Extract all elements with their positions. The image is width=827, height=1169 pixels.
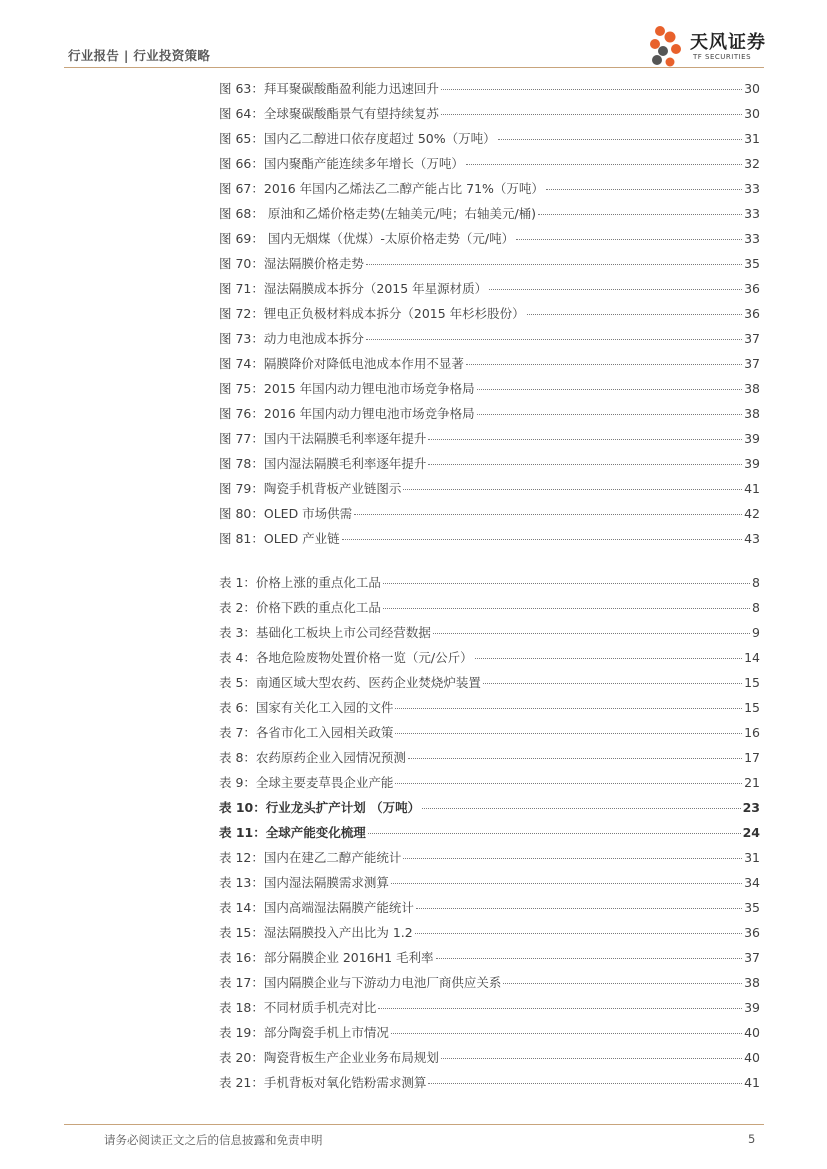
dot-leader <box>433 633 750 634</box>
entry-label: 表 11：全球产能变化梳理 <box>219 825 366 840</box>
dot-leader <box>428 1083 742 1084</box>
dot-leader <box>546 189 742 190</box>
entry-label: 图 71：湿法隔膜成本拆分（2015 年星源材质） <box>219 281 488 296</box>
entry-label: 表 7：各省市化工入园相关政策 <box>219 725 394 740</box>
page-header <box>0 0 827 78</box>
entry-label: 表 4：各地危险废物处置价格一览（元/公斤） <box>219 650 473 665</box>
dot-leader <box>415 933 742 934</box>
entry-label: 表 9：全球主要麦草畏企业产能 <box>219 775 394 790</box>
entry-page-number: 41 <box>744 481 760 496</box>
dot-leader <box>538 214 742 215</box>
dot-leader <box>475 658 742 659</box>
table-entry[interactable] <box>219 798 760 823</box>
dot-leader <box>441 1058 742 1059</box>
header-divider <box>64 67 764 68</box>
report-category: 行业报告 | 行业投资策略 <box>68 48 211 63</box>
entry-page-number: 31 <box>744 850 760 865</box>
entry-label: 图 66：国内聚酯产能连续多年增长（万吨） <box>219 156 464 171</box>
figure-entry[interactable] <box>219 154 760 179</box>
entry-label: 图 72：锂电正负极材料成本拆分（2015 年杉杉股份） <box>219 306 525 321</box>
dot-leader <box>516 239 742 240</box>
table-entry[interactable] <box>219 923 760 948</box>
entry-page-number: 38 <box>744 381 760 396</box>
figure-entry[interactable] <box>219 379 760 404</box>
entry-page-number: 37 <box>744 950 760 965</box>
figure-entry[interactable] <box>219 529 760 554</box>
table-entry[interactable] <box>219 698 760 723</box>
entry-page-number: 30 <box>744 106 760 121</box>
entry-page-number: 40 <box>744 1025 760 1040</box>
entry-label: 表 14：国内高端湿法隔膜产能统计 <box>219 900 414 915</box>
entry-page-number: 14 <box>744 650 760 665</box>
dot-leader <box>527 314 742 315</box>
entry-label: 表 21：手机背板对氧化锆粉需求测算 <box>219 1075 427 1090</box>
figure-entry[interactable] <box>219 279 760 304</box>
entry-page-number: 34 <box>744 875 760 890</box>
dot-leader <box>395 783 742 784</box>
dot-leader <box>366 339 742 340</box>
figure-entry[interactable] <box>219 479 760 504</box>
flower-logo-icon <box>646 20 690 70</box>
dot-leader <box>428 439 742 440</box>
figure-entry[interactable] <box>219 429 760 454</box>
entry-page-number: 8 <box>752 600 760 615</box>
table-entry[interactable] <box>219 848 760 873</box>
dot-leader <box>403 489 742 490</box>
entry-label: 图 77：国内干法隔膜毛利率逐年提升 <box>219 431 427 446</box>
entry-label: 表 17：国内隔膜企业与下游动力电池厂商供应关系 <box>219 975 502 990</box>
entry-label: 图 80：OLED 市场供需 <box>219 506 353 521</box>
entry-label: 表 1：价格上涨的重点化工品 <box>219 575 381 590</box>
figure-list <box>219 79 760 554</box>
dot-leader <box>441 89 742 90</box>
figure-entry[interactable] <box>219 179 760 204</box>
entry-label: 表 10：行业龙头扩产计划 （万吨） <box>219 800 421 815</box>
figure-entry[interactable] <box>219 79 760 104</box>
dot-leader <box>477 414 742 415</box>
dot-leader <box>483 683 742 684</box>
entry-label: 图 75：2015 年国内动力锂电池市场竞争格局 <box>219 381 475 396</box>
table-entry[interactable] <box>219 823 760 848</box>
dot-leader <box>383 608 750 609</box>
entry-page-number: 42 <box>744 506 760 521</box>
table-entry[interactable] <box>219 973 760 998</box>
dot-leader <box>408 758 742 759</box>
entry-page-number: 15 <box>744 700 760 715</box>
entry-page-number: 17 <box>744 750 760 765</box>
entry-page-number: 33 <box>744 181 760 196</box>
entry-page-number: 24 <box>742 825 760 840</box>
table-entry[interactable] <box>219 898 760 923</box>
entry-label: 图 63：拜耳聚碳酸酯盈利能力迅速回升 <box>219 81 439 96</box>
dot-leader <box>441 114 742 115</box>
entry-label: 表 15：湿法隔膜投入产出比为 1.2 <box>219 925 413 940</box>
entry-label: 图 64：全球聚碳酸酯景气有望持续复苏 <box>219 106 439 121</box>
figure-entry[interactable] <box>219 129 760 154</box>
dot-leader <box>422 808 740 809</box>
entry-page-number: 43 <box>744 531 760 546</box>
figure-entry[interactable] <box>219 304 760 329</box>
entry-page-number: 40 <box>744 1050 760 1065</box>
entry-page-number: 36 <box>744 306 760 321</box>
entry-page-number: 35 <box>744 256 760 271</box>
dot-leader <box>477 389 742 390</box>
entry-label: 图 81：OLED 产业链 <box>219 531 340 546</box>
entry-page-number: 30 <box>744 81 760 96</box>
entry-label: 表 13：国内湿法隔膜需求测算 <box>219 875 389 890</box>
entry-label: 图 76：2016 年国内动力锂电池市场竞争格局 <box>219 406 475 421</box>
dot-leader <box>403 858 742 859</box>
dot-leader <box>436 958 743 959</box>
entry-page-number: 35 <box>744 900 760 915</box>
entry-page-number: 23 <box>742 800 760 815</box>
table-entry[interactable] <box>219 1048 760 1073</box>
dot-leader <box>428 464 742 465</box>
entry-label: 图 73：动力电池成本拆分 <box>219 331 364 346</box>
table-of-contents <box>219 79 760 1098</box>
dot-leader <box>378 1008 742 1009</box>
dot-leader <box>503 983 742 984</box>
logo-chinese-name: 天风证券 <box>690 32 766 53</box>
disclaimer-notice: 请务必阅读正文之后的信息披露和免责申明 <box>104 1133 323 1147</box>
entry-label: 表 20：陶瓷背板生产企业业务布局规划 <box>219 1050 439 1065</box>
figure-entry[interactable] <box>219 254 760 279</box>
logo-english-name: TF SECURITIES <box>693 53 752 61</box>
entry-label: 表 16：部分隔膜企业 2016H1 毛利率 <box>219 950 434 965</box>
entry-label: 表 3：基础化工板块上市公司经营数据 <box>219 625 431 640</box>
entry-page-number: 37 <box>744 356 760 371</box>
dot-leader <box>391 883 742 884</box>
entry-page-number: 36 <box>744 925 760 940</box>
figure-entry[interactable] <box>219 104 760 129</box>
dot-leader <box>498 139 742 140</box>
dot-leader <box>342 539 742 540</box>
entry-label: 表 5：南通区域大型农药、医药企业焚烧炉装置 <box>219 675 481 690</box>
section-gap <box>219 554 760 573</box>
entry-page-number: 39 <box>744 456 760 471</box>
table-entry[interactable] <box>219 873 760 898</box>
entry-label: 图 78：国内湿法隔膜毛利率逐年提升 <box>219 456 427 471</box>
dot-leader <box>368 833 741 834</box>
entry-label: 图 74：隔膜降价对降低电池成本作用不显著 <box>219 356 464 371</box>
entry-label: 图 65：国内乙二醇进口依存度超过 50%（万吨） <box>219 131 496 146</box>
dot-leader <box>489 289 742 290</box>
entry-page-number: 8 <box>752 575 760 590</box>
figure-entry[interactable] <box>219 454 760 479</box>
entry-page-number: 32 <box>744 156 760 171</box>
table-entry[interactable] <box>219 648 760 673</box>
entry-label: 表 6：国家有关化工入园的文件 <box>219 700 394 715</box>
table-entry[interactable] <box>219 1073 760 1098</box>
figure-entry[interactable] <box>219 354 760 379</box>
dot-leader <box>391 1033 742 1034</box>
dot-leader <box>466 164 742 165</box>
dot-leader <box>466 364 742 365</box>
table-list <box>219 573 760 1098</box>
entry-page-number: 15 <box>744 675 760 690</box>
entry-page-number: 33 <box>744 231 760 246</box>
dot-leader <box>416 908 742 909</box>
entry-label: 表 12：国内在建乙二醇产能统计 <box>219 850 402 865</box>
figure-entry[interactable] <box>219 204 760 229</box>
entry-page-number: 38 <box>744 406 760 421</box>
entry-label: 图 79：陶瓷手机背板产业链图示 <box>219 481 402 496</box>
dot-leader <box>383 583 750 584</box>
entry-label: 表 8：农药原药企业入园情况预测 <box>219 750 406 765</box>
figure-entry[interactable] <box>219 504 760 529</box>
entry-page-number: 9 <box>752 625 760 640</box>
table-entry[interactable] <box>219 573 760 598</box>
table-entry[interactable] <box>219 623 760 648</box>
entry-page-number: 39 <box>744 431 760 446</box>
entry-label: 图 69： 国内无烟煤（优煤）-太原价格走势（元/吨） <box>219 231 515 246</box>
entry-label: 图 68： 原油和乙烯价格走势(左轴美元/吨；右轴美元/桶) <box>219 206 537 221</box>
entry-page-number: 38 <box>744 975 760 990</box>
entry-page-number: 39 <box>744 1000 760 1015</box>
entry-page-number: 37 <box>744 331 760 346</box>
entry-page-number: 21 <box>744 775 760 790</box>
table-entry[interactable] <box>219 598 760 623</box>
table-entry[interactable] <box>219 673 760 698</box>
table-entry[interactable] <box>219 773 760 798</box>
entry-page-number: 31 <box>744 131 760 146</box>
table-entry[interactable] <box>219 948 760 973</box>
table-entry[interactable] <box>219 748 760 773</box>
entry-page-number: 33 <box>744 206 760 221</box>
footer-divider <box>64 1124 764 1125</box>
table-entry[interactable] <box>219 998 760 1023</box>
company-logo <box>646 20 766 70</box>
entry-label: 表 19：部分陶瓷手机上市情况 <box>219 1025 389 1040</box>
figure-entry[interactable] <box>219 229 760 254</box>
dot-leader <box>395 708 742 709</box>
dot-leader <box>395 733 742 734</box>
figure-entry[interactable] <box>219 329 760 354</box>
entry-label: 图 70：湿法隔膜价格走势 <box>219 256 364 271</box>
table-entry[interactable] <box>219 1023 760 1048</box>
entry-page-number: 41 <box>744 1075 760 1090</box>
figure-entry[interactable] <box>219 404 760 429</box>
page-number: 5 <box>748 1132 756 1146</box>
entry-label: 表 18：不同材质手机壳对比 <box>219 1000 377 1015</box>
entry-page-number: 16 <box>744 725 760 740</box>
dot-leader <box>354 514 742 515</box>
dot-leader <box>366 264 742 265</box>
entry-label: 表 2：价格下跌的重点化工品 <box>219 600 381 615</box>
table-entry[interactable] <box>219 723 760 748</box>
entry-page-number: 36 <box>744 281 760 296</box>
entry-label: 图 67：2016 年国内乙烯法乙二醇产能占比 71%（万吨） <box>219 181 544 196</box>
